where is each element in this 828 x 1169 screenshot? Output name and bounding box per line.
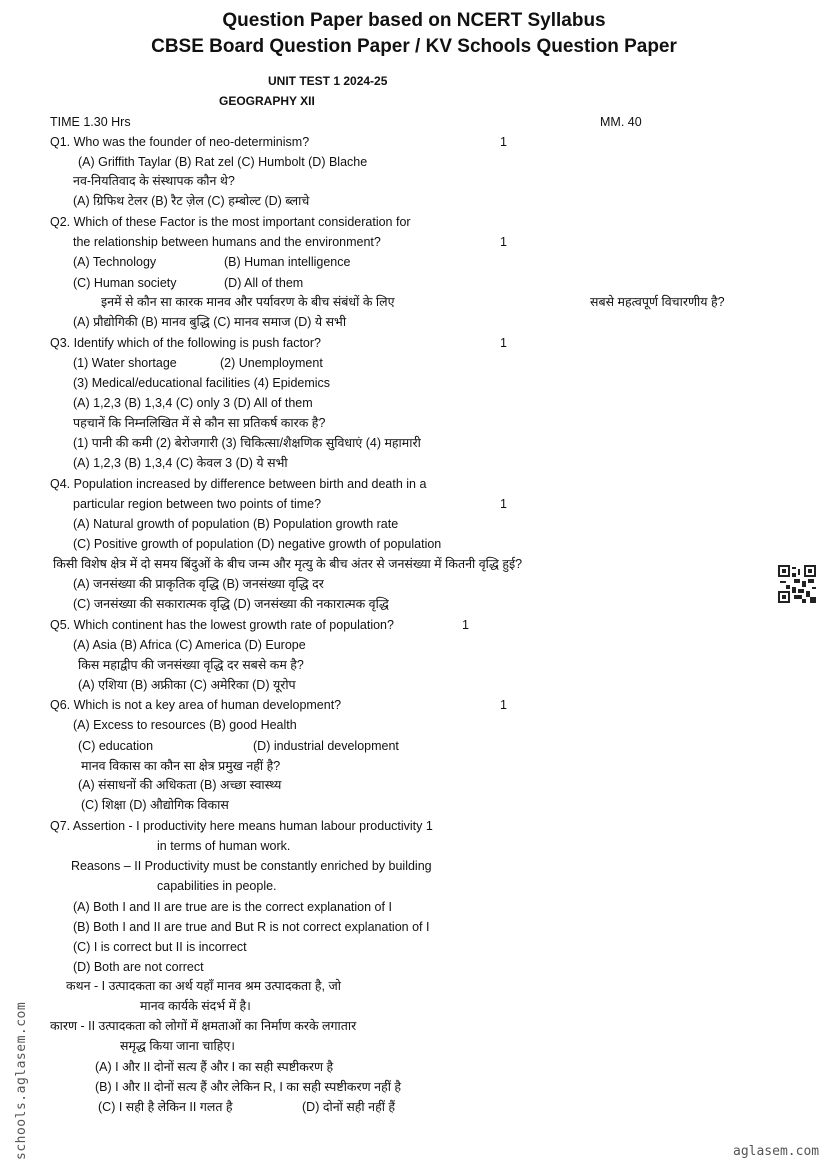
q3-hindi: पहचानें कि निम्नलिखित में से कौन सा प्रतिकर्ष कारक है? (73, 416, 326, 430)
q7-hindi-reason: कारण - II उत्पादकता को लोगों में क्षमताओं का निर्माण करके लगातार (50, 1019, 357, 1033)
q7-reason: Reasons – II Productivity must be constantly enriched by building (71, 859, 432, 873)
q3-marks: 1 (500, 336, 507, 350)
q3-hindi-items: (1) पानी की कमी (2) बेरोजगारी (3) चिकित्सा/शैक्षणिक सुविधाएं (4) महामारी (73, 436, 421, 450)
q4-hindi: किसी विशेष क्षेत्र में दो समय बिंदुओं के बीच जन्म और मृत्यु के बीच अंतर से जनसंख्या में कितनी वृद्धि हुई? (53, 557, 523, 571)
q7-hindi-assertion-cont: मानव कार्यके संदर्भ में है। (140, 999, 251, 1013)
q2-hindi-options: (A) प्रौद्योगिकी (B) मानव बुद्धि (C) मानव समाज (D) ये सभी (73, 315, 347, 329)
q5-marks: 1 (462, 618, 469, 632)
q6-text: Q6. Which is not a key area of human development? (50, 698, 342, 712)
watermark-left: schools.aglasem.com (14, 1001, 29, 1160)
q2-option-d: (D) All of them (224, 276, 304, 290)
q7-hindi-assertion: कथन - I उत्पादकता का अर्थ यहाँ मानव श्रम उत्पादकता है, जो (66, 979, 341, 993)
q4-hindi-options-cd: (C) जनसंख्या की सकारात्मक वृद्धि (D) जनसंख्या की नकारात्मक वृद्धि (73, 597, 389, 611)
q5-text: Q5. Which continent has the lowest growth rate of population? (50, 618, 394, 632)
q2-text-cont: the relationship between humans and the environment? (73, 235, 381, 249)
q1-text: Q1. Who was the founder of neo-determinism? (50, 135, 310, 149)
q7-reason-cont: capabilities in people. (157, 879, 277, 893)
q2-option-a: (A) Technology (73, 255, 157, 269)
q3-item-2: (2) Unemployment (220, 356, 323, 370)
q2-hindi-cont: सबसे महत्वपूर्ण विचारणीय है? (590, 295, 725, 309)
q2-text: Q2. Which of these Factor is the most important consideration for (50, 215, 411, 229)
subject-label: GEOGRAPHY XII (219, 94, 315, 108)
q3-text: Q3. Identify which of the following is push factor? (50, 336, 321, 350)
q4-options-cd: (C) Positive growth of population (D) negative growth of population (73, 537, 442, 551)
q1-marks: 1 (500, 135, 507, 149)
q4-text: Q4. Population increased by difference between birth and death in a (50, 477, 427, 491)
time-label: TIME 1.30 Hrs (50, 115, 131, 129)
q2-option-c: (C) Human society (73, 276, 177, 290)
q7-hindi-option-a: (A) I और II दोनों सत्य हैं और I का सही स्पष्टीकरण है (95, 1060, 334, 1074)
q1-hindi-options: (A) ग्रिफिथ टेलर (B) रैट ज़ेल (C) हम्बोल्ट (D) ब्लाचे (73, 194, 310, 208)
q6-hindi-options-ab: (A) संसाधनों की अधिकता (B) अच्छा स्वास्थ्य (78, 778, 282, 792)
q3-options: (A) 1,2,3 (B) 1,3,4 (C) only 3 (D) All of them (73, 396, 313, 410)
q7-hindi-option-d: (D) दोनों सही नहीं हैं (302, 1100, 396, 1114)
q7-hindi-reason-cont: समृद्ध किया जाना चाहिए। (120, 1039, 236, 1053)
q5-hindi-options: (A) एशिया (B) अफ्रीका (C) अमेरिका (D) यूरोप (78, 678, 296, 692)
q2-marks: 1 (500, 235, 507, 249)
q6-option-c: (C) education (78, 739, 154, 753)
max-marks-label: MM. 40 (600, 115, 642, 129)
unit-test-label: UNIT TEST 1 2024-25 (268, 74, 388, 88)
q7-hindi-option-c: (C) I सही है लेकिन II गलत है (98, 1100, 233, 1114)
q7-assertion: Q7. Assertion - I productivity here means human labour productivity 1 (50, 819, 433, 833)
q4-text-cont: particular region between two points of time? (73, 497, 322, 511)
q6-marks: 1 (500, 698, 507, 712)
q1-options: (A) Griffith Taylar (B) Rat zel (C) Humbolt (D) Blache (78, 155, 368, 169)
q2-hindi: इनमें से कौन सा कारक मानव और पर्यावरण के बीच संबंधों के लिए (101, 295, 395, 309)
q7-hindi-option-b: (B) I और II दोनों सत्य हैं और लेकिन R, I का सही स्पष्टीकरण नहीं है (95, 1080, 402, 1094)
q4-options-ab: (A) Natural growth of population (B) Population growth rate (73, 517, 399, 531)
q3-item-1: (1) Water shortage (73, 356, 177, 370)
q4-hindi-options-ab: (A) जनसंख्या की प्राकृतिक वृद्धि (B) जनसंख्या वृद्धि दर (73, 577, 324, 591)
q6-hindi: मानव विकास का कौन सा क्षेत्र प्रमुख नहीं है? (81, 759, 281, 773)
q7-option-a: (A) Both I and II are true are is the correct explanation of I (73, 900, 392, 914)
q7-assertion-cont: in terms of human work. (157, 839, 291, 853)
q3-items-3-4: (3) Medical/educational facilities (4) Epidemics (73, 376, 331, 390)
watermark-right: aglasem.com (733, 1144, 820, 1159)
q4-marks: 1 (500, 497, 507, 511)
q7-option-d: (D) Both are not correct (73, 960, 204, 974)
q3-hindi-options: (A) 1,2,3 (B) 1,3,4 (C) केवल 3 (D) ये सभी (73, 456, 288, 470)
q6-option-d: (D) industrial development (253, 739, 399, 753)
q5-options: (A) Asia (B) Africa (C) America (D) Europe (73, 638, 306, 652)
title-line-2: CBSE Board Question Paper / KV Schools Question Paper (151, 36, 677, 57)
q7-option-b: (B) Both I and II are true and But R is not correct explanation of I (73, 920, 430, 934)
q6-options-ab: (A) Excess to resources (B) good Health (73, 718, 297, 732)
title-line-1: Question Paper based on NCERT Syllabus (222, 10, 606, 31)
q5-hindi: किस महाद्वीप की जनसंख्या वृद्धि दर सबसे कम है? (78, 658, 304, 672)
q7-option-c: (C) I is correct but II is incorrect (73, 940, 247, 954)
q1-hindi: नव-नियतिवाद के संस्थापक कौन थे? (73, 174, 235, 188)
q2-option-b: (B) Human intelligence (224, 255, 351, 269)
qr-code-icon (778, 565, 816, 603)
q6-hindi-options-cd: (C) शिक्षा (D) औद्योगिक विकास (81, 798, 229, 812)
